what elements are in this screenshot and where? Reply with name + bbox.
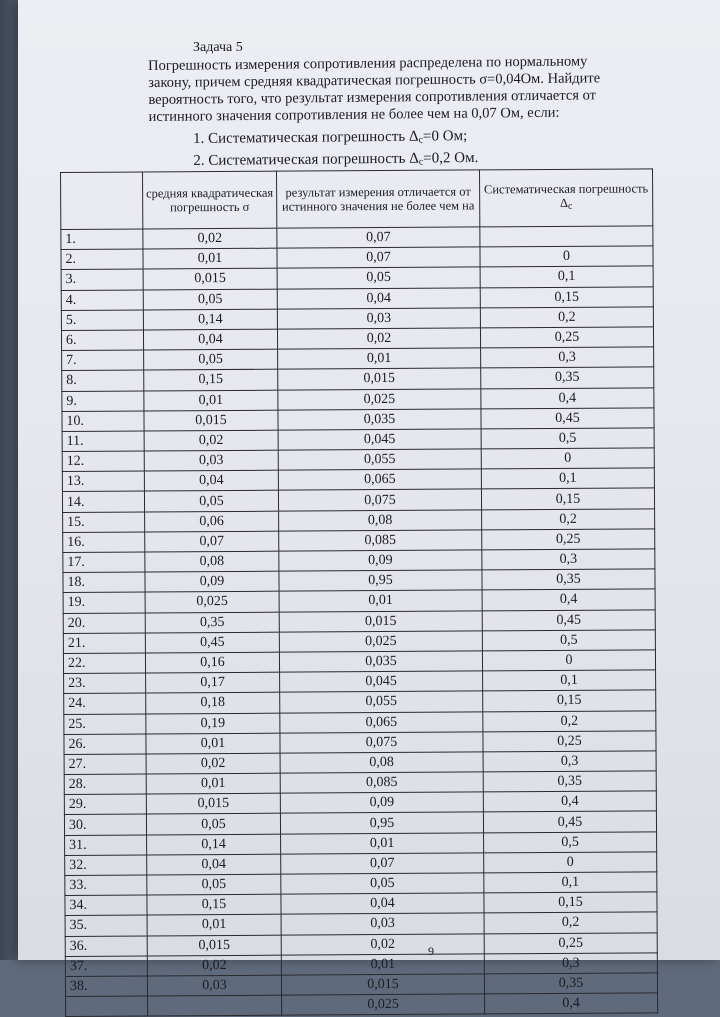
cell-number: 18. — [63, 572, 145, 593]
cell-deviation: 0,035 — [278, 409, 481, 430]
cell-sigma: 0,02 — [144, 430, 278, 451]
cell-number: 10. — [62, 411, 144, 432]
cell-number: 25. — [64, 713, 146, 734]
cell-sigma: 0,04 — [144, 470, 278, 491]
cell-number: 21. — [63, 633, 145, 654]
cell-systematic-error: 0,2 — [484, 912, 657, 933]
cell-sigma: 0,17 — [146, 672, 280, 693]
cell-sigma: 0,04 — [143, 329, 277, 350]
cell-systematic-error: 0,25 — [480, 327, 653, 348]
cell-systematic-error: 0 — [482, 650, 655, 671]
cell-deviation: 0,05 — [277, 267, 480, 288]
cell-sigma: 0,05 — [147, 874, 281, 895]
condition-subscript: с — [418, 156, 424, 168]
cell-sigma: 0,19 — [146, 713, 280, 734]
cell-systematic-error: 0,15 — [481, 488, 654, 509]
cell-deviation: 0,03 — [281, 913, 484, 934]
cell-number: 13. — [62, 471, 144, 492]
cell-deviation: 0,025 — [278, 388, 481, 409]
cell-systematic-error: 0,35 — [483, 771, 656, 792]
cell-sigma: 0,015 — [143, 269, 277, 290]
cell-systematic-error: 0,4 — [482, 589, 655, 610]
cell-number: 4. — [61, 290, 143, 311]
cell-deviation: 0,065 — [280, 711, 483, 732]
cell-number — [66, 996, 148, 1017]
cell-systematic-error: 0,15 — [484, 892, 657, 913]
task-line: вероятность того, что результат измерения сопротивления отличается от — [148, 87, 597, 108]
cell-number: 6. — [61, 330, 143, 351]
cell-number: 12. — [62, 451, 144, 472]
cell-deviation: 0,015 — [279, 610, 482, 631]
cell-deviation: 0,025 — [282, 994, 485, 1015]
cell-deviation: 0,085 — [279, 530, 482, 551]
task-line: закону, причем средняя квадратическая погрешность σ=0,04Ом. Найдите — [148, 70, 601, 91]
task-line: истинного значения сопротивления не более чем на 0,07 Ом, если: — [148, 104, 560, 125]
cell-sigma: 0,04 — [147, 854, 281, 875]
cell-number: 14. — [62, 491, 144, 512]
cell-sigma: 0,01 — [143, 248, 277, 269]
cell-systematic-error: 0 — [480, 246, 653, 267]
cell-systematic-error: 0,35 — [481, 367, 654, 388]
cell-deviation: 0,045 — [278, 429, 481, 450]
variants-table-wrapper — [60, 168, 657, 1017]
page-number: 9 — [428, 944, 434, 958]
cell-deviation: 0,055 — [280, 691, 483, 712]
condition-text: 2. Систематическая погрешность Δ — [193, 150, 419, 169]
cell-systematic-error: 0,4 — [483, 791, 656, 812]
cell-deviation: 0,045 — [280, 671, 483, 692]
header-sigma: средняя квадратическая погрешность σ — [143, 171, 277, 229]
cell-systematic-error: 0,5 — [482, 630, 655, 651]
cell-sigma: 0,14 — [143, 309, 277, 330]
condition-1 — [193, 127, 478, 152]
cell-systematic-error: 0,3 — [482, 549, 655, 570]
cell-systematic-error: 0,1 — [484, 872, 657, 893]
cell-number: 11. — [62, 431, 144, 452]
cell-sigma: 0,02 — [146, 753, 280, 774]
cell-number: 16. — [63, 532, 145, 553]
cell-number: 15. — [63, 512, 145, 533]
cell-deviation: 0,95 — [279, 570, 482, 591]
cell-sigma: 0,03 — [144, 450, 278, 471]
cell-deviation: 0,04 — [277, 287, 480, 308]
cell-systematic-error: 0,25 — [484, 932, 657, 953]
cell-deviation: 0,08 — [280, 752, 483, 773]
cell-sigma: 0,01 — [146, 773, 280, 794]
cell-deviation: 0,01 — [281, 954, 484, 975]
cell-sigma — [148, 995, 282, 1016]
cell-sigma: 0,02 — [143, 228, 277, 249]
cell-systematic-error: 0,2 — [483, 710, 656, 731]
cell-systematic-error: 0,35 — [482, 569, 655, 590]
cell-number: 17. — [63, 552, 145, 573]
cell-number: 32. — [65, 855, 147, 876]
cell-number: 34. — [65, 895, 147, 916]
header-number — [61, 172, 143, 229]
cell-sigma: 0,015 — [146, 793, 280, 814]
cell-number: 22. — [63, 653, 145, 674]
cell-deviation: 0,065 — [278, 469, 481, 490]
cell-systematic-error: 0,1 — [481, 468, 654, 489]
cell-systematic-error: 0,35 — [484, 973, 657, 994]
header-systematic-error — [479, 169, 652, 227]
cell-systematic-error: 0,45 — [481, 408, 654, 429]
cell-sigma: 0,015 — [144, 410, 278, 431]
cell-systematic-error: 0,15 — [483, 690, 656, 711]
cell-sigma: 0,05 — [144, 349, 278, 370]
cell-number: 38. — [65, 976, 147, 997]
cell-number: 28. — [64, 774, 146, 795]
cell-sigma: 0,35 — [145, 612, 279, 633]
cell-deviation: 0,085 — [280, 772, 483, 793]
cell-number: 27. — [64, 754, 146, 775]
variants-table — [60, 168, 658, 1017]
cell-number: 7. — [62, 350, 144, 371]
cell-deviation: 0,015 — [281, 974, 484, 995]
cell-number: 1. — [61, 229, 143, 250]
cell-deviation: 0,09 — [279, 550, 482, 571]
cell-deviation: 0,95 — [280, 812, 483, 833]
cell-sigma: 0,14 — [147, 834, 281, 855]
cell-deviation: 0,055 — [278, 449, 481, 470]
cell-number: 35. — [65, 915, 147, 936]
cell-number: 8. — [62, 370, 144, 391]
cell-sigma: 0,08 — [145, 551, 279, 572]
cell-systematic-error: 0,45 — [483, 811, 656, 832]
cell-systematic-error — [480, 226, 653, 247]
cell-deviation: 0,07 — [281, 853, 484, 874]
cell-systematic-error: 0,5 — [484, 831, 657, 852]
cell-deviation: 0,04 — [281, 893, 484, 914]
cell-sigma: 0,01 — [147, 915, 281, 936]
cell-sigma: 0,025 — [145, 592, 279, 613]
cell-systematic-error: 0,1 — [483, 670, 656, 691]
cell-deviation: 0,015 — [278, 368, 481, 389]
cell-number: 2. — [61, 249, 143, 270]
cell-deviation: 0,03 — [277, 308, 480, 329]
cell-sigma: 0,09 — [145, 571, 279, 592]
cell-systematic-error: 0,3 — [484, 953, 657, 974]
cell-number: 26. — [64, 734, 146, 755]
cell-systematic-error: 0,3 — [483, 751, 656, 772]
cell-deviation: 0,07 — [277, 227, 480, 248]
cell-number: 31. — [65, 835, 147, 856]
cell-sigma: 0,07 — [145, 531, 279, 552]
cell-deviation: 0,075 — [278, 489, 481, 510]
cell-number: 20. — [63, 613, 145, 634]
cell-number: 24. — [64, 693, 146, 714]
cell-number: 19. — [63, 592, 145, 613]
cell-sigma: 0,15 — [144, 369, 278, 390]
cell-sigma: 0,01 — [144, 390, 278, 411]
task-conditions — [193, 127, 478, 174]
cell-deviation: 0,01 — [279, 590, 482, 611]
cell-sigma: 0,05 — [146, 814, 280, 835]
cell-number: 30. — [64, 814, 146, 835]
cell-systematic-error: 0,25 — [483, 731, 656, 752]
cell-deviation: 0,01 — [278, 348, 481, 369]
cell-deviation: 0,08 — [279, 510, 482, 531]
header-systematic-subscript: с — [567, 200, 573, 212]
cell-number: 5. — [61, 310, 143, 331]
cell-systematic-error: 0 — [481, 448, 654, 469]
cell-number: 33. — [65, 875, 147, 896]
header-deviation: результат измерения отличается от истинного значения не более чем на — [276, 170, 479, 228]
cell-number: 3. — [61, 269, 143, 290]
cell-sigma: 0,15 — [147, 894, 281, 915]
cell-systematic-error: 0,15 — [480, 286, 653, 307]
cell-deviation: 0,035 — [279, 651, 482, 672]
cell-sigma: 0,05 — [144, 491, 278, 512]
header-systematic-text: Систематическая погрешность Δ — [483, 181, 649, 210]
cell-number: 29. — [64, 794, 146, 815]
cell-systematic-error: 0,1 — [480, 266, 653, 287]
task-statement — [148, 52, 689, 126]
cell-sigma: 0,45 — [145, 632, 279, 653]
cell-deviation: 0,01 — [281, 833, 484, 854]
cell-systematic-error: 0,45 — [482, 609, 655, 630]
cell-deviation: 0,09 — [280, 792, 483, 813]
cell-deviation: 0,075 — [280, 732, 483, 753]
cell-systematic-error: 0,3 — [481, 347, 654, 368]
table-body — [61, 226, 658, 1017]
cell-number: 9. — [62, 390, 144, 411]
paper-sheet — [18, 0, 720, 1013]
cell-number: 23. — [64, 673, 146, 694]
cell-deviation: 0,05 — [281, 873, 484, 894]
cell-sigma: 0,015 — [147, 935, 281, 956]
condition-text: 1. Систематическая погрешность Δ — [193, 128, 419, 147]
table-header-row — [61, 169, 653, 230]
cell-sigma: 0,03 — [147, 975, 281, 996]
cell-number: 37. — [65, 956, 147, 977]
cell-number: 36. — [65, 936, 147, 957]
condition-subscript: с — [418, 134, 424, 146]
cell-systematic-error: 0,4 — [485, 993, 658, 1014]
cell-sigma: 0,02 — [147, 955, 281, 976]
cell-deviation: 0,02 — [281, 933, 484, 954]
cell-sigma: 0,18 — [146, 692, 280, 713]
cell-sigma: 0,06 — [145, 511, 279, 532]
task-line: Погрешность измерения сопротивления распределена по нормальному — [148, 53, 588, 74]
cell-systematic-error: 0,5 — [481, 428, 654, 449]
cell-sigma: 0,01 — [146, 733, 280, 754]
cell-deviation: 0,02 — [277, 328, 480, 349]
cell-deviation: 0,025 — [279, 631, 482, 652]
cell-systematic-error: 0,2 — [480, 307, 653, 328]
condition-tail: =0,2 Ом. — [423, 150, 479, 167]
cell-sigma: 0,16 — [145, 652, 279, 673]
cell-systematic-error: 0,2 — [482, 508, 655, 529]
table-row — [66, 993, 658, 1017]
condition-tail: =0 Ом; — [422, 128, 468, 145]
task-title: Задача 5 — [193, 40, 243, 55]
cell-systematic-error: 0 — [484, 852, 657, 873]
cell-systematic-error: 0,4 — [481, 387, 654, 408]
cell-sigma: 0,05 — [143, 289, 277, 310]
cell-deviation: 0,07 — [277, 247, 480, 268]
cell-systematic-error: 0,25 — [482, 529, 655, 550]
